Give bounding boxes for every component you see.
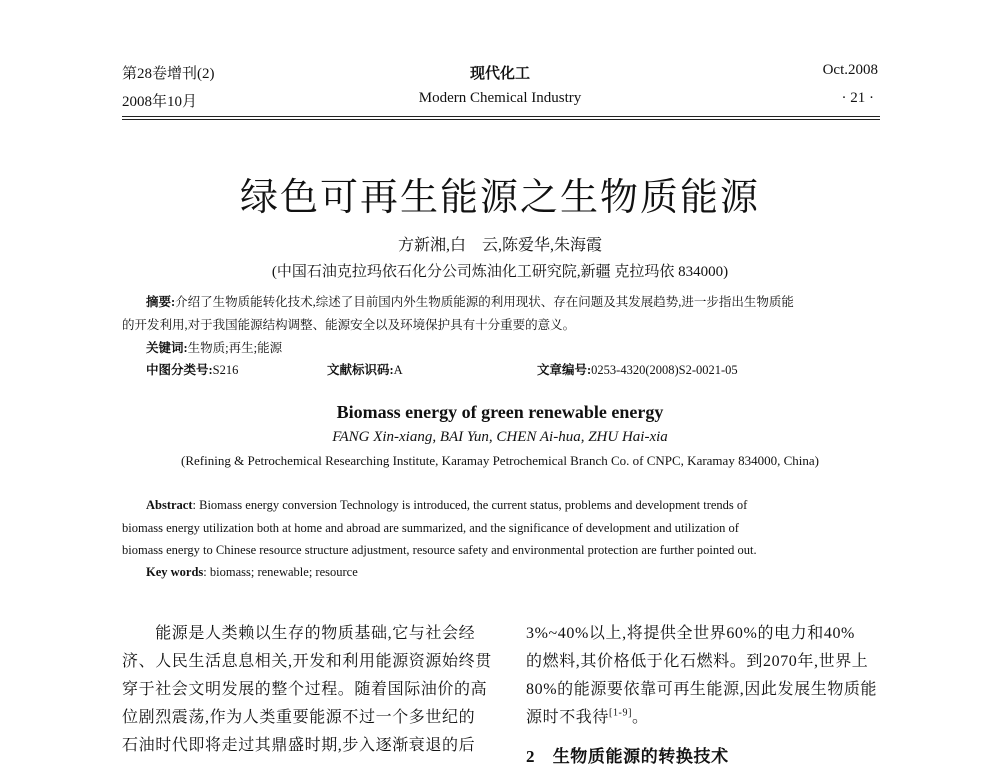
clc-label: 中图分类号:: [146, 363, 213, 377]
body-left-line2: 济、人民生活息息相关,开发和利用能源资源始终贯: [122, 653, 492, 670]
issue-date-cn: 2008年10月: [122, 94, 198, 110]
citation: [1-9]: [609, 707, 633, 719]
abstract-cn-line1: [146, 292, 794, 310]
body-left-line5: 石油时代即将走过其鼎盛时期,步入逐渐衰退的后: [122, 737, 476, 754]
abstract-cn-label: 摘要:: [146, 295, 176, 309]
body-left-line4: 位剧烈震荡,作为人类重要能源不过一个多世纪的: [122, 709, 476, 726]
page-number: · 21 ·: [841, 90, 874, 106]
article-number: [537, 360, 738, 378]
abstract-en-line2: biomass energy utilization both at home and abroad are summarized, and the significance of development and utilization of: [122, 521, 739, 535]
abstract-cn-text: 介绍了生物质能转化技术,综述了目前国内外生物质能源的利用现状、存在问题及其发展趋势,进一步指出生物质能: [175, 295, 794, 309]
volume-info: 第28卷增刊(2): [122, 66, 215, 82]
doc-code: [327, 360, 403, 378]
keywords-en-label: Key words: [146, 565, 204, 579]
issue-date-en: Oct.2008: [822, 62, 878, 78]
body-left-line3: 穿于社会文明发展的整个过程。随着国际油价的高: [122, 681, 488, 698]
body-right-line4: [526, 704, 649, 727]
keywords-cn-label: 关键词:: [146, 341, 188, 355]
doc-code-label: 文献标识码:: [327, 363, 394, 377]
abstract-en-line1: [146, 498, 747, 513]
journal-name-en: Modern Chemical Industry: [418, 90, 582, 106]
keywords-en-text: : biomass; renewable; resource: [203, 565, 358, 579]
abstract-cn-line2: 的开发利用,对于我国能源结构调整、能源安全以及环境保护具有十分重要的意义。: [122, 318, 576, 332]
paper-title-en: Biomass energy of green renewable energy: [336, 402, 664, 422]
doc-code-value: A: [393, 363, 403, 377]
abstract-en-line3: biomass energy to Chinese resource structure adjustment, resource safety and environmental protection are further pointed out.: [122, 543, 757, 557]
body-right-line3: 80%的能源要依靠可再生能源,因此发展生物质能: [526, 681, 878, 698]
clc-value: S216: [212, 363, 239, 377]
clc-number: [146, 360, 238, 378]
header-rule: [122, 116, 880, 117]
article-number-label: 文章编号:: [537, 363, 592, 377]
article-number-value: 0253-4320(2008)S2-0021-05: [591, 363, 738, 377]
keywords-cn-text: 生物质;再生;能源: [187, 341, 283, 355]
affiliation-en: (Refining & Petrochemical Researching Institute, Karamay Petrochemical Branch Co. of CNPC, Karamay 834000, China): [181, 453, 819, 468]
paper-title-cn: 绿色可再生能源之生物质能源: [239, 175, 760, 219]
keywords-cn: [146, 338, 282, 356]
body-right-line2: 的燃料,其价格低于化石燃料。到2070年,世界上: [526, 653, 869, 670]
authors-en: FANG Xin-xiang, BAI Yun, CHEN Ai-hua, ZHU Hai-xia: [332, 429, 668, 445]
body-left-line1: 能源是人类赖以生存的物质基础,它与社会经: [122, 625, 476, 642]
abstract-en-text: : Biomass energy conversion Technology is introduced, the current status, problems and development trends of: [192, 498, 748, 512]
body-right-text: 源时不我待: [526, 709, 610, 726]
header-rule-2: [122, 119, 880, 120]
keywords-en: [146, 565, 358, 580]
body-right-end: 。: [632, 709, 649, 726]
affiliation-cn: (中国石油克拉玛依石化分公司炼油化工研究院,新疆 克拉玛依 834000): [271, 264, 729, 280]
abstract-en-label: Abstract: [146, 498, 193, 512]
section-2-heading: 2 生物质能源的转换技术: [526, 747, 729, 766]
journal-name-cn: 现代化工: [469, 66, 530, 82]
authors-cn: 方新湘,白 云,陈爱华,朱海霞: [397, 237, 602, 254]
body-right-line1: 3%~40%以上,将提供全世界60%的电力和40%: [526, 625, 855, 642]
